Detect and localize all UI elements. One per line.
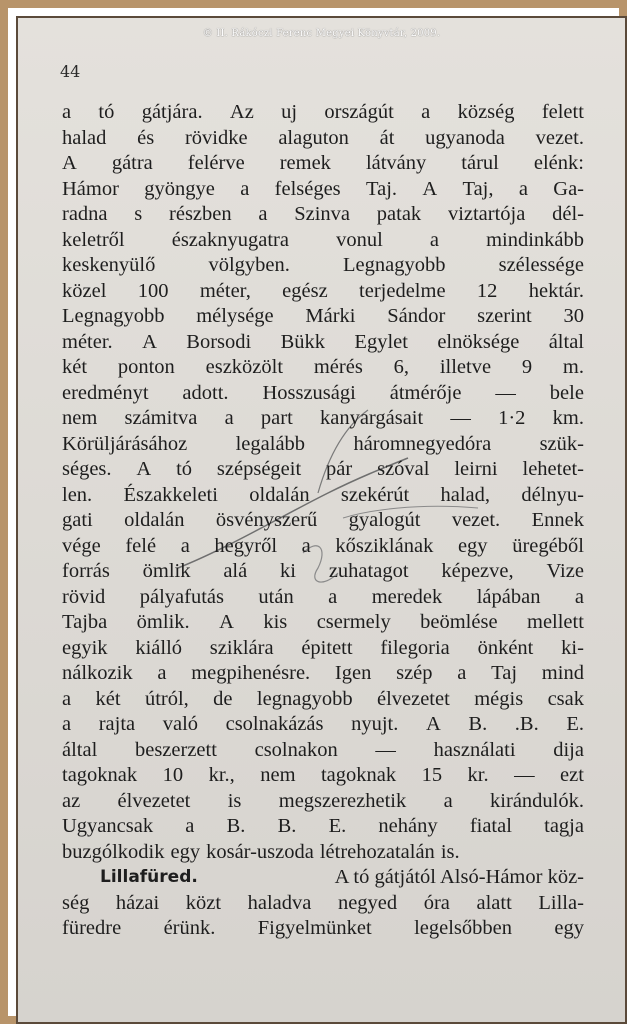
word: 1·2 xyxy=(498,407,526,429)
word: vége xyxy=(62,534,101,557)
text-line xyxy=(62,712,584,738)
word: E. xyxy=(566,713,584,735)
word: haladva xyxy=(247,891,312,914)
word: dél- xyxy=(552,203,584,225)
word: használati xyxy=(433,738,516,761)
word: ömlik xyxy=(142,560,191,582)
word: tárul xyxy=(461,152,499,174)
word: Egylet xyxy=(354,330,408,353)
word: a xyxy=(180,534,190,557)
word: élvezetet xyxy=(376,687,450,710)
word: legelsőbben xyxy=(414,917,512,939)
text-line xyxy=(62,457,584,483)
word: E. xyxy=(328,815,347,837)
word: pár xyxy=(326,458,353,480)
text-line xyxy=(62,789,584,815)
word: Hosszusági xyxy=(262,381,356,404)
word: érünk. xyxy=(163,917,216,939)
word: tagoknak xyxy=(320,764,397,786)
text-line xyxy=(62,738,584,764)
word: Márki xyxy=(305,305,356,327)
word: létrehozatalán xyxy=(319,840,435,863)
text-line xyxy=(62,304,584,330)
word: oldalán xyxy=(249,483,310,506)
word: át xyxy=(379,126,395,149)
word: adott. xyxy=(182,381,229,404)
word: a xyxy=(574,585,584,608)
text-line xyxy=(62,585,584,611)
word: való xyxy=(162,713,199,735)
word: két xyxy=(62,356,88,378)
word: — xyxy=(375,738,396,761)
word: a xyxy=(518,177,528,200)
word: alá xyxy=(223,560,248,582)
word: épitett xyxy=(301,636,353,659)
word: lehetet- xyxy=(522,458,584,480)
word: képezve, xyxy=(441,560,514,582)
word: a xyxy=(443,789,453,812)
word: délnyu- xyxy=(521,483,584,506)
word: .B. xyxy=(514,713,539,735)
word: az xyxy=(62,789,81,812)
word: Tajba xyxy=(62,611,108,633)
word: üregéből xyxy=(512,534,584,557)
word: ugyanoda xyxy=(425,126,505,149)
word: kirándulók. xyxy=(490,789,584,812)
word: Figyelmünket xyxy=(257,917,372,939)
word: egy xyxy=(170,840,201,863)
word: vezet. xyxy=(451,509,501,531)
word: gyöngye xyxy=(144,177,215,200)
word: halad, xyxy=(440,483,491,506)
word: Ugyancsak xyxy=(62,815,154,837)
text-line xyxy=(62,406,584,432)
word: csolnakon xyxy=(254,738,338,761)
word: alatt xyxy=(476,891,512,914)
word: patak xyxy=(376,203,422,225)
word: viztartója xyxy=(447,203,526,225)
word: rajta xyxy=(98,713,136,735)
word: bele xyxy=(549,381,584,404)
word: a xyxy=(421,101,431,123)
word: A xyxy=(422,177,438,200)
word: illetve xyxy=(439,356,492,378)
word: mégis xyxy=(474,687,524,710)
word: eszközölt xyxy=(205,356,284,378)
section-lines xyxy=(62,891,584,942)
word: látvány xyxy=(365,152,427,174)
word: ki- xyxy=(561,636,584,659)
word: hektár. xyxy=(528,279,584,302)
word: mellett xyxy=(527,611,584,633)
word: közt xyxy=(185,891,222,914)
word: egyik xyxy=(62,636,108,659)
word: legnagyobb xyxy=(256,687,353,710)
word: — xyxy=(495,381,516,404)
word: rövid xyxy=(62,585,106,608)
word: önként xyxy=(477,636,534,659)
word: ponton xyxy=(117,356,175,378)
word: megpihenésre. xyxy=(191,662,311,684)
word: halad xyxy=(62,126,107,149)
word: Északkeleti xyxy=(123,483,218,506)
word: km. xyxy=(552,407,584,429)
word: legalább xyxy=(235,432,306,455)
word: gati xyxy=(62,509,93,531)
word: nálkozik xyxy=(62,662,133,684)
word: 10 xyxy=(162,764,184,786)
word: tagja xyxy=(544,815,584,837)
word: remek xyxy=(279,152,331,174)
text-line xyxy=(62,661,584,687)
word: B. xyxy=(226,815,246,837)
word: radna xyxy=(62,203,108,225)
word: filegoria xyxy=(380,636,450,659)
word: mérés xyxy=(313,356,363,378)
text-line xyxy=(62,891,584,917)
page-number: 44 xyxy=(60,62,81,81)
word: A xyxy=(425,713,441,735)
section-start-line xyxy=(62,865,584,891)
text-line xyxy=(62,228,584,254)
word: keskenyülő xyxy=(62,254,156,276)
word: a xyxy=(301,534,311,557)
word: ezt xyxy=(560,764,584,786)
word: után xyxy=(258,585,294,608)
word: ség xyxy=(62,891,90,914)
word: terjedelme xyxy=(359,279,446,302)
word: háromnegyedóra xyxy=(353,432,492,455)
word: számitva xyxy=(124,407,198,429)
text-line xyxy=(62,381,584,407)
word: A xyxy=(219,611,234,633)
word: negyed xyxy=(337,891,398,914)
word: nem xyxy=(62,407,98,429)
word: szóval xyxy=(377,458,430,480)
word: — xyxy=(450,407,471,429)
word: a xyxy=(62,687,72,710)
word: kr. xyxy=(467,764,489,786)
word: is xyxy=(227,789,242,812)
text-line xyxy=(62,253,584,279)
copyright-watermark: © II. Rákóczi Ferenc Megyei Könyvtár, 2009. xyxy=(202,28,441,39)
text-line xyxy=(62,100,584,126)
word: vezet. xyxy=(535,126,584,149)
word: kis xyxy=(263,611,288,633)
word: Szinva xyxy=(294,203,351,225)
word: 9 xyxy=(521,356,533,378)
word: Ga- xyxy=(553,177,584,200)
text-line xyxy=(62,126,584,152)
paragraph-lines xyxy=(62,100,584,865)
text-line xyxy=(62,355,584,381)
word: felérve xyxy=(187,152,245,174)
word: A xyxy=(136,458,152,480)
word: Az xyxy=(229,101,254,123)
word: útról, xyxy=(144,687,189,710)
word: község xyxy=(457,101,515,123)
text-line xyxy=(62,330,584,356)
word: beszerzett xyxy=(134,738,217,761)
word: — xyxy=(514,764,535,786)
text-line xyxy=(62,432,584,458)
word: házai xyxy=(115,891,160,914)
word: buzgólkodik xyxy=(62,840,165,863)
word: nehány xyxy=(378,815,438,837)
word: A xyxy=(142,330,157,353)
word: uj xyxy=(281,101,298,123)
word: átmérője xyxy=(389,381,462,404)
word: által xyxy=(62,738,98,761)
word: méter, xyxy=(199,279,251,302)
word: szekérút xyxy=(340,483,410,506)
word: gátra xyxy=(111,152,153,174)
section-first-line-rest: A tó gátjától Alsó-Hámor köz- xyxy=(334,866,584,888)
word: kanyargásait xyxy=(319,407,424,429)
word: gyalogút xyxy=(348,509,421,531)
word: tó xyxy=(98,101,115,123)
word: felett xyxy=(541,101,584,123)
word: részben xyxy=(169,203,232,225)
word: Ennek xyxy=(531,509,584,531)
word: beömlése xyxy=(420,611,498,633)
word: Legnagyobb xyxy=(62,305,165,327)
word: dija xyxy=(553,738,584,761)
word: Bükk xyxy=(280,330,326,353)
word: szépségeit xyxy=(216,458,302,480)
word: part xyxy=(260,407,293,429)
word: szük- xyxy=(539,432,584,455)
word: gátjára. xyxy=(141,101,203,123)
word: kősziklának xyxy=(335,534,434,557)
word: hegyről xyxy=(214,534,278,557)
text-line xyxy=(62,483,584,509)
word: fiatal xyxy=(469,815,512,837)
text-line xyxy=(62,610,584,636)
text-line xyxy=(62,177,584,203)
word: mindinkább xyxy=(486,228,584,251)
word: és xyxy=(137,126,155,149)
word: méter. xyxy=(62,330,113,353)
word: Taj. xyxy=(366,177,398,200)
word: de xyxy=(213,687,233,710)
word: Hámor xyxy=(62,177,119,200)
word: Igen xyxy=(334,662,372,684)
word: a xyxy=(224,407,234,429)
word: Taj, xyxy=(462,177,494,200)
text-line xyxy=(62,916,584,942)
word: 15 xyxy=(421,764,443,786)
word: északnyugatra xyxy=(171,228,289,251)
word: 30 xyxy=(563,305,584,327)
word: füredre xyxy=(62,917,122,939)
text-line xyxy=(62,151,584,177)
word: elénk: xyxy=(533,152,584,174)
text-line xyxy=(62,534,584,560)
word: csak xyxy=(547,687,584,710)
word: nyujt. xyxy=(351,713,399,735)
word: csermely xyxy=(316,611,391,633)
word: a xyxy=(258,203,268,225)
word: is. xyxy=(440,840,460,863)
word: élvezetet xyxy=(117,789,191,812)
word: Vize xyxy=(546,560,584,582)
word: országút xyxy=(324,101,394,123)
word: ösvényszerű xyxy=(215,509,318,531)
word: lápában xyxy=(476,585,541,608)
word: által xyxy=(548,330,584,353)
text-line xyxy=(62,279,584,305)
text-line xyxy=(62,202,584,228)
word: közel xyxy=(62,279,107,302)
word: ömlik. xyxy=(136,611,190,633)
word: két xyxy=(95,687,121,710)
text-line xyxy=(62,814,584,840)
word: a xyxy=(429,228,439,251)
word: a xyxy=(62,101,72,123)
word: Taj xyxy=(491,662,518,684)
body-text xyxy=(62,100,584,942)
word: Borsodi xyxy=(186,330,252,353)
word: pályafutás xyxy=(139,585,224,608)
word: a xyxy=(240,177,250,200)
word: a xyxy=(457,662,467,684)
word: Legnagyobb xyxy=(343,254,446,276)
word: csolnakázás xyxy=(225,713,324,735)
word: mind xyxy=(541,662,584,684)
word: A xyxy=(62,152,77,174)
word: séges. xyxy=(62,458,112,480)
word: szerint xyxy=(477,305,532,327)
word: rövidke xyxy=(184,126,248,149)
word: oldalán xyxy=(124,509,185,531)
word: kr., xyxy=(208,764,235,786)
word: óra xyxy=(423,891,450,914)
word: nem xyxy=(260,764,296,786)
word: egész xyxy=(282,279,328,302)
word: megszerezhetik xyxy=(278,789,407,812)
word: 12 xyxy=(476,279,498,302)
word: leirni xyxy=(454,458,498,480)
word: tagoknak xyxy=(62,764,138,786)
word: a xyxy=(62,713,72,735)
text-line xyxy=(62,559,584,585)
word: Sándor xyxy=(387,305,446,327)
word: meredek xyxy=(371,585,443,608)
word: szép xyxy=(396,662,433,684)
word: egy xyxy=(457,534,488,557)
word: forrás xyxy=(62,560,110,582)
word: 100 xyxy=(137,279,169,302)
word: egy xyxy=(554,917,584,939)
word: felséges xyxy=(274,177,341,200)
word: keletről xyxy=(62,228,125,251)
word: m. xyxy=(562,356,584,378)
word: a xyxy=(185,815,195,837)
word: s xyxy=(134,203,143,225)
word: kiálló xyxy=(135,636,183,659)
word: felé xyxy=(125,534,157,557)
word: kosár-uszoda xyxy=(206,840,314,863)
word: len. xyxy=(62,483,93,506)
text-line xyxy=(62,508,584,534)
word: B. xyxy=(468,713,488,735)
word: a xyxy=(157,662,167,684)
word: vonul xyxy=(336,228,383,251)
word: sziklára xyxy=(209,636,274,659)
section-heading: Lillafüred. xyxy=(100,867,198,887)
text-line xyxy=(62,840,584,866)
word: zuhatagot xyxy=(328,560,409,582)
word: mélysége xyxy=(196,305,274,327)
word: Körüljárásához xyxy=(62,432,188,455)
word: ki xyxy=(280,560,296,582)
word: a xyxy=(328,585,338,608)
word: völgyben. xyxy=(208,254,290,276)
text-line xyxy=(62,687,584,713)
word: Lilla- xyxy=(538,891,584,914)
word: B. xyxy=(277,815,297,837)
word: tó xyxy=(176,458,193,480)
text-line xyxy=(62,636,584,662)
word: eredményt xyxy=(62,381,149,404)
word: alaguton xyxy=(278,126,349,149)
word: 6, xyxy=(393,356,409,378)
page-scan xyxy=(16,16,627,1024)
word: elnöksége xyxy=(437,330,520,353)
word: szélessége xyxy=(498,254,584,276)
text-line xyxy=(62,763,584,789)
